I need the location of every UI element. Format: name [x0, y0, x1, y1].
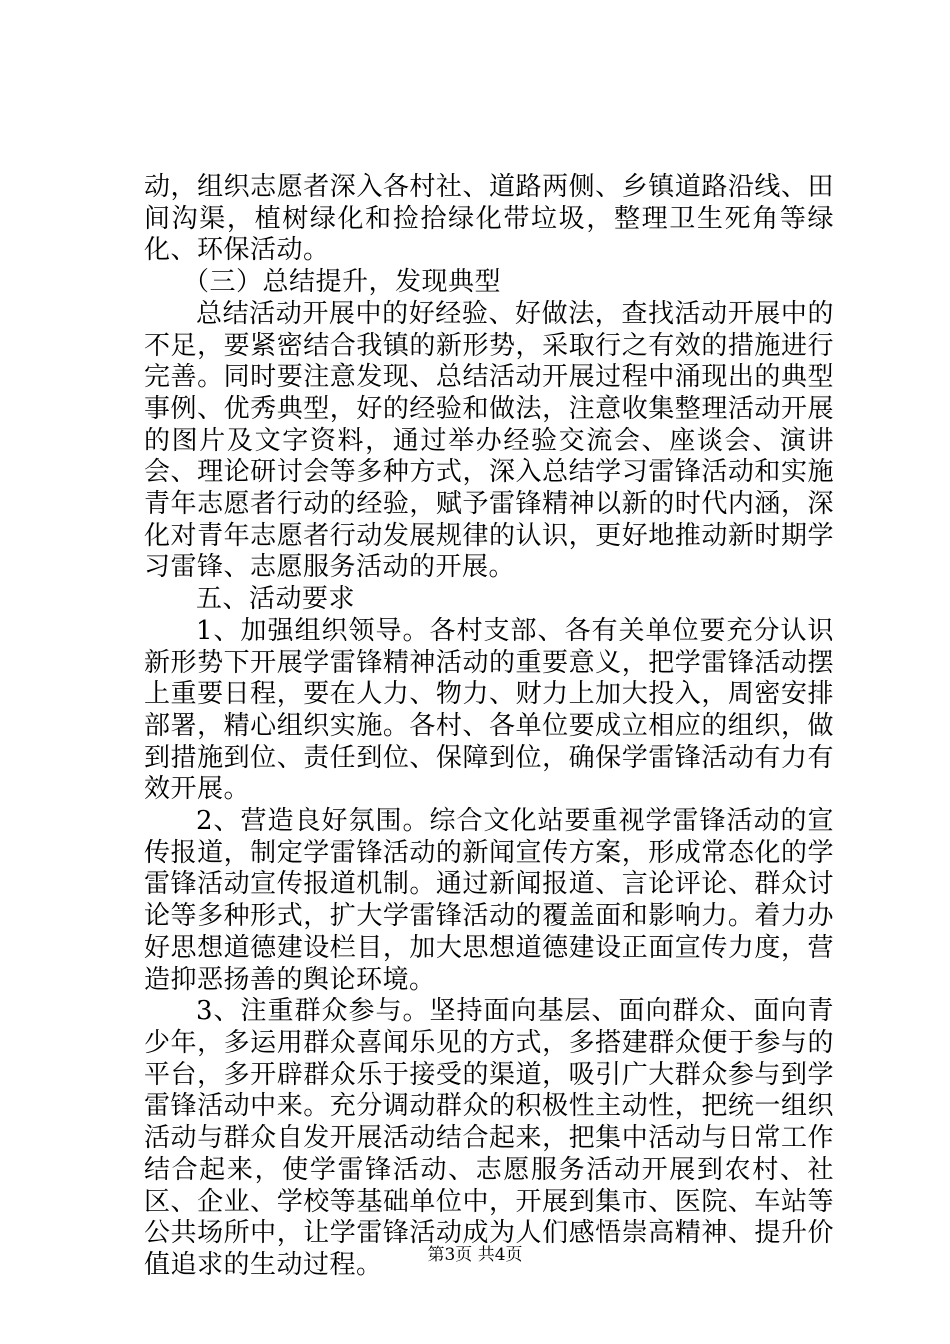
paragraph-requirement-1: 1、加强组织领导。各村支部、各有关单位要充分认识新形势下开展学雷锋精神活动的重要意义，把学雷锋活动摆上重要日程，要在人力、物力、财力上加大投入，周密安排部署，精心组织实施。各村、各单位要成立相应的组织，做到措施到位、责任到位、保障到位，确保学雷锋活动有力有效开展。 — [144, 615, 834, 805]
subheading-summary: （三）总结提升，发现典型 — [183, 267, 502, 298]
paragraph-summary: 总结活动开展中的好经验、好做法，查找活动开展中的不足，要紧密结合我镇的新形势，采取行之有效的措施进行完善。同时要注意发现、总结活动开展过程中涌现出的典型事例、优秀典型，好的经验和做法，注意收集整理活动开展的图片及文字资料，通过举办经验交流会、座谈会、演讲会、理论研讨会等多种方式，深入总结学习雷锋活动和实施青年志愿者行动的经验，赋予雷锋精神以新的时代内涵，深化对青年志愿者行动发展规律的认识，更好地推动新时期学习雷锋、志愿服务活动的开展。 — [144, 298, 834, 583]
paragraph-requirement-2: 2、营造良好氛围。综合文化站要重视学雷锋活动的宣传报道，制定学雷锋活动的新闻宣传方案，形成常态化的学雷锋活动宣传报道机制。通过新闻报道、言论评论、群众讨论等多种形式，扩大学雷锋活动的覆盖面和影响力。着力办好思想道德建设栏目，加大思想道德建设正面宣传力度，营造抑恶扬善的舆论环境。 — [144, 806, 834, 995]
paragraph-requirement-3: 3、注重群众参与。坚持面向基层、面向群众、面向青少年，多运用群众喜闻乐见的方式，多搭建群众便于参与的平台，多开辟群众乐于接受的渠道，吸引广大群众参与到学雷锋活动中来。充分调动群众的积极性主动性，把统一组织活动与群众自发开展活动结合起来，把集中活动与日常工作结合起来，使学雷锋活动、志愿服务活动开展到农村、社区、企业、学校等基础单位中，开展到集市、医院、车站等公共场所中，让学雷锋活动成为人们感悟崇高精神、提升价值追求的生动过程。 — [144, 996, 834, 1280]
page-footer: 第3页 共4页 — [427, 1245, 523, 1265]
document-body — [144, 172, 834, 1282]
paragraph-continuation: 动，组织志愿者深入各村社、道路两侧、乡镇道路沿线、田间沟渠，植树绿化和捡拾绿化带垃圾，整理卫生死角等绿化、环保活动。 — [144, 172, 834, 266]
heading-requirements: 五、活动要求 — [196, 584, 356, 615]
